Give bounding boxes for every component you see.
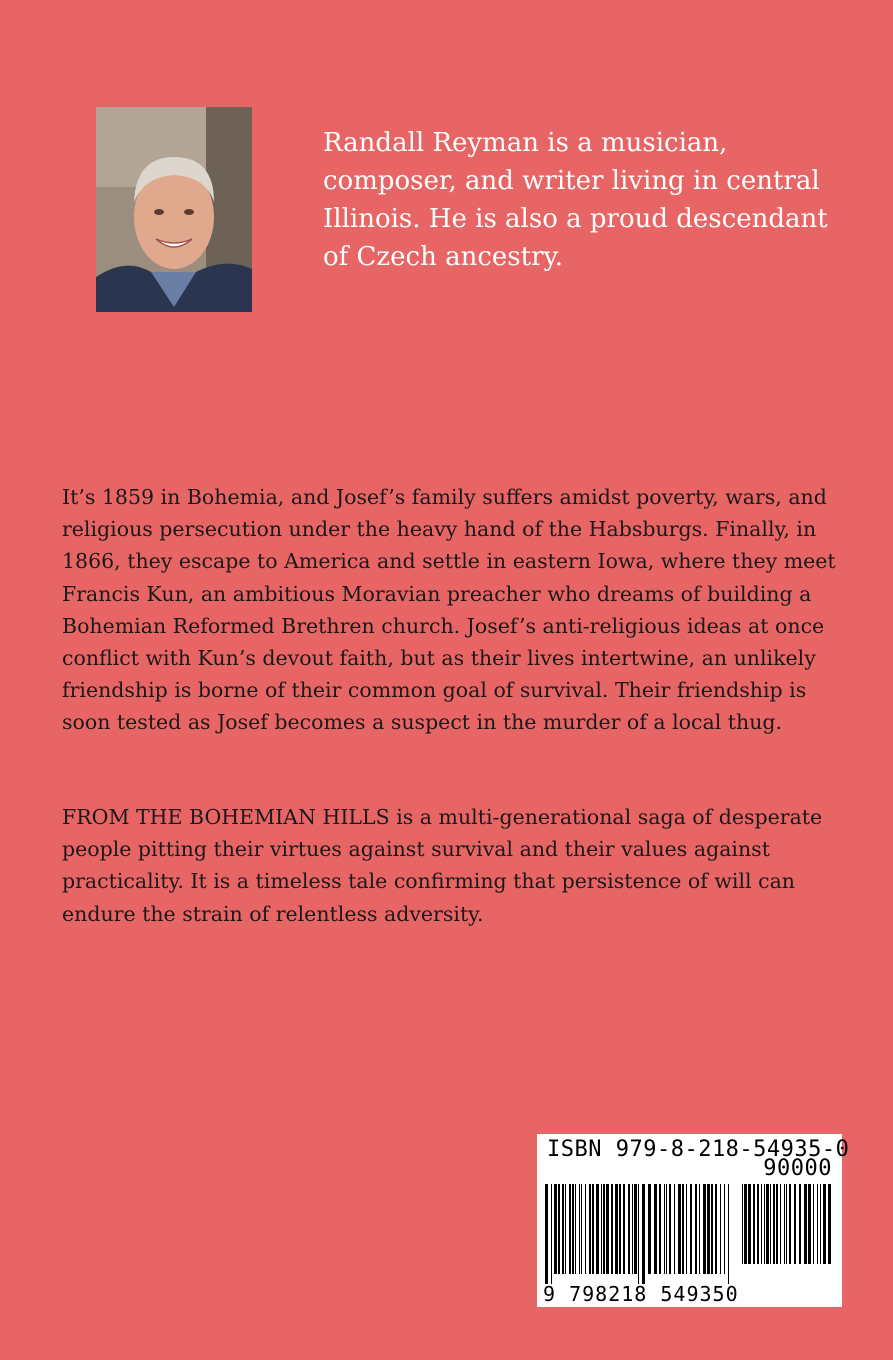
barcode-bar	[664, 1184, 665, 1274]
barcode-bar	[808, 1184, 811, 1264]
barcode-bar	[669, 1184, 671, 1274]
barcode-bar	[817, 1184, 818, 1264]
barcode-bar	[589, 1184, 591, 1274]
barcode-bar	[711, 1184, 713, 1274]
barcode-bar	[666, 1184, 667, 1274]
barcode-bar	[634, 1184, 637, 1274]
blurb-paragraph-1: It’s 1859 in Bohemia, and Josef’s family suffers amidst poverty, wars, and religious persecution under the heavy hand of the Habsburgs. Finally, in 1866, they escape to America and settle in eastern Iowa, where they meet Francis Kun, an ambitious Moravian preacher who dreams of building a Bohemian Reformed Brethren church. Josef’s anti-religious ideas at once conflict with Kun’s devout faith, but as their lives intertwine, an unlikely friendship is borne of their common goal of survival. Their friendship is soon tested as Josef becomes a suspect in the murder of a local thug.	[62, 485, 836, 735]
barcode-bar	[611, 1184, 613, 1274]
barcode-bar	[776, 1184, 778, 1264]
barcode-bar	[766, 1184, 769, 1264]
barcode-bars-icon	[545, 1184, 733, 1284]
barcode-bar	[678, 1184, 681, 1274]
barcode-bar	[558, 1184, 560, 1274]
barcode-bar	[579, 1184, 580, 1274]
barcode-bar	[585, 1184, 586, 1274]
barcode-bar	[828, 1184, 831, 1264]
barcode-bar	[575, 1184, 576, 1274]
barcode-bar	[545, 1184, 548, 1284]
author-bio: Randall Reyman is a musician, composer, and writer living in central Illinois. He is also a proud descendant of Czech ancestry.	[323, 128, 828, 272]
barcode-bar	[707, 1184, 710, 1274]
barcode-bar	[642, 1184, 645, 1284]
barcode-bar	[562, 1184, 564, 1274]
barcode-bar	[823, 1184, 826, 1264]
barcode-digits: 9 798218 549350	[543, 1282, 739, 1306]
barcode-bar	[601, 1184, 602, 1274]
barcode-bar	[715, 1184, 717, 1274]
author-portrait-icon	[96, 107, 252, 312]
barcode-bar	[720, 1184, 721, 1274]
barcode-bar	[724, 1184, 725, 1274]
barcode-bar	[619, 1184, 621, 1274]
barcode-bar	[686, 1184, 687, 1274]
barcode-bar	[596, 1184, 599, 1274]
barcode-bar	[728, 1184, 729, 1284]
barcode-addon-bars-icon	[742, 1184, 832, 1274]
price-code: 90000	[763, 1156, 832, 1181]
barcode-bar	[748, 1184, 751, 1264]
barcode-bar	[569, 1184, 571, 1274]
barcode-bar	[648, 1184, 651, 1274]
barcode-bar	[632, 1184, 633, 1274]
barcode-bar	[654, 1184, 657, 1274]
barcode-bar	[820, 1184, 821, 1264]
isbn-label: ISBN 979-8-218-54935-0	[547, 1137, 850, 1162]
isbn-barcode	[537, 1134, 850, 1307]
barcode-bar	[572, 1184, 574, 1274]
barcode-bar	[690, 1184, 692, 1274]
barcode-bar	[761, 1184, 762, 1264]
barcode-bar	[786, 1184, 787, 1264]
barcode-bar	[659, 1184, 661, 1274]
barcode-bar	[592, 1184, 594, 1274]
barcode-bar	[674, 1184, 675, 1274]
barcode-bar	[794, 1184, 796, 1264]
barcode-bar	[804, 1184, 807, 1264]
barcode-bar	[780, 1184, 781, 1264]
barcode-bar	[682, 1184, 684, 1274]
barcode-bar	[628, 1184, 630, 1274]
barcode-bar	[703, 1184, 706, 1274]
barcode-bar	[799, 1184, 801, 1264]
barcode-bar	[764, 1184, 765, 1264]
barcode-bar	[615, 1184, 618, 1274]
barcode-bar	[773, 1184, 775, 1264]
barcode-bar	[603, 1184, 605, 1274]
barcode-bar	[554, 1184, 557, 1274]
author-photo	[96, 107, 252, 312]
barcode-bar	[695, 1184, 697, 1274]
barcode-bar	[784, 1184, 785, 1264]
barcode-bar	[581, 1184, 582, 1274]
barcode-bar	[606, 1184, 609, 1274]
barcode-bar	[813, 1184, 814, 1264]
barcode-bar	[699, 1184, 700, 1274]
barcode-bar	[770, 1184, 771, 1264]
blurb-paragraph-2: FROM THE BOHEMIAN HILLS is a multi-generational saga of desperate people pitting their virtues against survival and their values against practicality. It is a timeless tale confirming that persistence of will can endure the strain of relentless adversity.	[62, 805, 823, 926]
barcode-bar	[757, 1184, 759, 1264]
barcode-bar	[551, 1184, 552, 1284]
barcode-bar	[753, 1184, 755, 1264]
barcode-bar	[789, 1184, 791, 1264]
barcode-bar	[744, 1184, 747, 1264]
barcode-bar	[623, 1184, 625, 1274]
barcode-bar	[638, 1184, 639, 1284]
barcode-bar	[742, 1184, 743, 1264]
barcode-bar	[565, 1184, 566, 1274]
